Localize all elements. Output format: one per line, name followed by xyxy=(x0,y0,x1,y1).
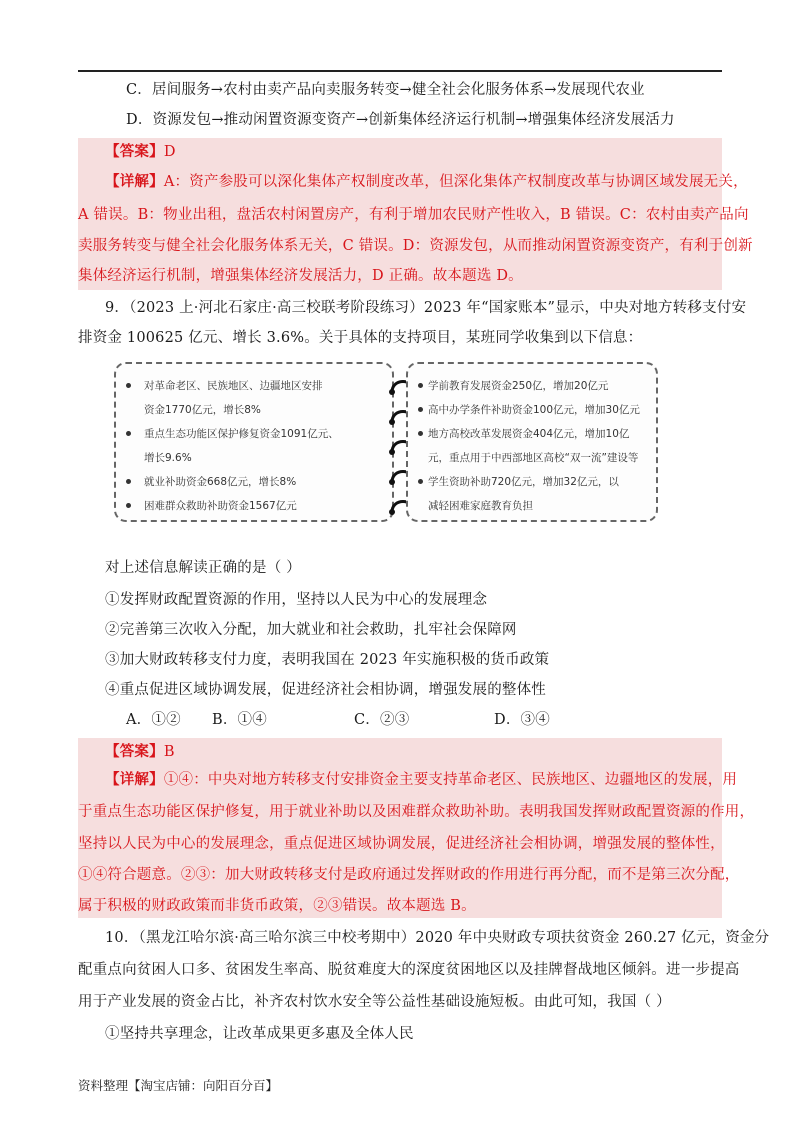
answer-label: 【答案】 xyxy=(105,743,164,760)
q9-item-3: ③加大财政转移支付力度，表明我国在 2023 年实施积极的货币政策 xyxy=(105,652,550,668)
figure-left-panel xyxy=(114,362,394,522)
figure-right-text-6: 减轻困难家庭教育负担 xyxy=(428,500,533,512)
q9-prompt: 对上述信息解读正确的是（ ） xyxy=(105,560,301,576)
figure-right-text-5: 学生资助补助720亿元，增加32亿元，以 xyxy=(428,476,619,488)
q10-item-1: ①坚持共享理念，让改革成果更多惠及全体人民 xyxy=(105,1026,414,1042)
bullet xyxy=(418,431,423,436)
bullet xyxy=(126,383,131,388)
detail-9-line-4: ①④符合题意。②③：加大财政转移支付是政府通过发挥财政的作用进行再分配，而不是第三次分配， xyxy=(78,867,740,883)
figure-left-text-3: 重点生态功能区保护修复资金1091亿元、 xyxy=(144,428,339,440)
detail-label: 【详解】 xyxy=(105,771,164,788)
answer-8 xyxy=(105,142,176,162)
bullet xyxy=(418,383,423,388)
answer-value: D xyxy=(163,144,176,160)
option-c: C．居间服务→农村由卖产品向卖服务转变→健全社会化服务体系→发展现代农业 xyxy=(126,82,645,98)
answer-block-9 xyxy=(78,738,722,918)
figure-left-text-1: 对革命老区、民族地区、边疆地区安排 xyxy=(144,380,323,392)
header-rule xyxy=(78,70,722,72)
q9-option-c: C．②③ xyxy=(354,712,410,728)
figure-left-text-4: 增长9.6% xyxy=(144,452,192,464)
q9-option-b: B．①④ xyxy=(212,712,267,728)
detail-9-line-2: 于重点生态功能区保护修复，用于就业补助以及困难群众救助补助。表明我国发挥财政配置资源的作用， xyxy=(78,804,755,820)
q9-item-2: ②完善第三次收入分配，加大就业和社会救助，扎牢社会保障网 xyxy=(105,622,517,638)
q9-option-a: A．①② xyxy=(126,712,181,728)
q9-options xyxy=(126,710,550,730)
q9-stem-line-2: 排资金 100625 亿元、增长 3.6%。关于具体的支持项目，某班同学收集到以下信息： xyxy=(78,330,643,346)
q10-stem-line-1: 10．（黑龙江哈尔滨·高三哈尔滨三中校考期中）2020 年中央财政专项扶贫资金 260.27 亿元，资金分 xyxy=(105,930,770,946)
figure-right-text-4: 元，重点用于中西部地区高校“双一流”建设等 xyxy=(428,452,639,464)
answer-value: B xyxy=(163,744,175,760)
detail-9-line-1: 【详解】①④：中央对地方转移支付安排资金主要支持革命老区、民族地区、边疆地区的发展，用 xyxy=(105,771,738,788)
q9-item-4: ④重点促进区域协调发展，促进经济社会相协调，增强发展的整体性 xyxy=(105,682,546,698)
detail-9-line-5: 属于积极的财政政策而非货币政策，②③错误。故本题选 B。 xyxy=(78,898,476,914)
q10-stem-line-2: 配重点向贫困人口多、贫困发生率高、脱贫难度大的深度贫困地区以及挂牌督战地区倾斜。进一步提高 xyxy=(78,962,740,978)
q9-stem-line-1: 9．（2023 上·河北石家庄·高三校联考阶段练习）2023 年“国家账本”显示，中央对地方转移支付安 xyxy=(105,300,747,316)
q9-option-d: D．③④ xyxy=(494,712,550,728)
q9-figure xyxy=(114,362,658,524)
figure-right-panel xyxy=(406,362,658,522)
figure-right-text-2: 高中办学条件补助资金100亿元，增加30亿元 xyxy=(428,404,640,416)
detail-9-line-3: 坚持以人民为中心的发展理念，重点促进区域协调发展，促进经济社会相协调，增强发展的整体性， xyxy=(78,836,725,852)
answer-label: 【答案】 xyxy=(105,143,164,160)
answer-9 xyxy=(105,742,175,762)
detail-8-line-2: A 错误。B：物业出租，盘活农村闲置房产，有利于增加农民财产性收入，B 错误。C：农村由卖产品向 xyxy=(78,207,749,223)
detail-label: 【详解】 xyxy=(105,173,164,190)
q9-item-1: ①发挥财政配置资源的作用，坚持以人民为中心的发展理念 xyxy=(105,592,488,608)
figure-right-text-1: 学前教育发展资金250亿，增加20亿元 xyxy=(428,380,609,392)
bullet xyxy=(126,479,131,484)
footer-credit: 资料整理【淘宝店铺：向阳百分百】 xyxy=(78,1078,279,1093)
bullet xyxy=(418,479,423,484)
detail-8-line-1: 【详解】A：资产参股可以深化集体产权制度改革，但深化集体产权制度改革与协调区域发展无关， xyxy=(105,173,748,190)
detail-8-line-4: 集体经济运行机制，增强集体经济发展活力，D 正确。故本题选 D。 xyxy=(78,268,523,284)
detail-8-line-3: 卖服务转变与健全社会化服务体系无关，C 错误。D：资源发包，从而推动闲置资源变资产，有利于创新 xyxy=(78,238,753,254)
figure-right-text-3: 地方高校改革发展资金404亿元，增加10亿 xyxy=(428,428,630,440)
option-d: D．资源发包→推动闲置资源变资产→创新集体经济运行机制→增强集体经济发展活力 xyxy=(126,112,675,128)
figure-left-text-2: 资金1770亿元，增长8% xyxy=(144,404,261,416)
bullet xyxy=(418,407,423,412)
figure-left-text-6: 困难群众救助补助资金1567亿元 xyxy=(144,500,297,512)
figure-left-text-5: 就业补助资金668亿元，增长8% xyxy=(144,476,297,488)
bullet xyxy=(126,431,131,436)
q10-stem-line-3: 用于产业发展的资金占比，补齐农村饮水安全等公益性基础设施短板。由此可知，我国（ ） xyxy=(78,994,671,1010)
bullet xyxy=(126,503,131,508)
